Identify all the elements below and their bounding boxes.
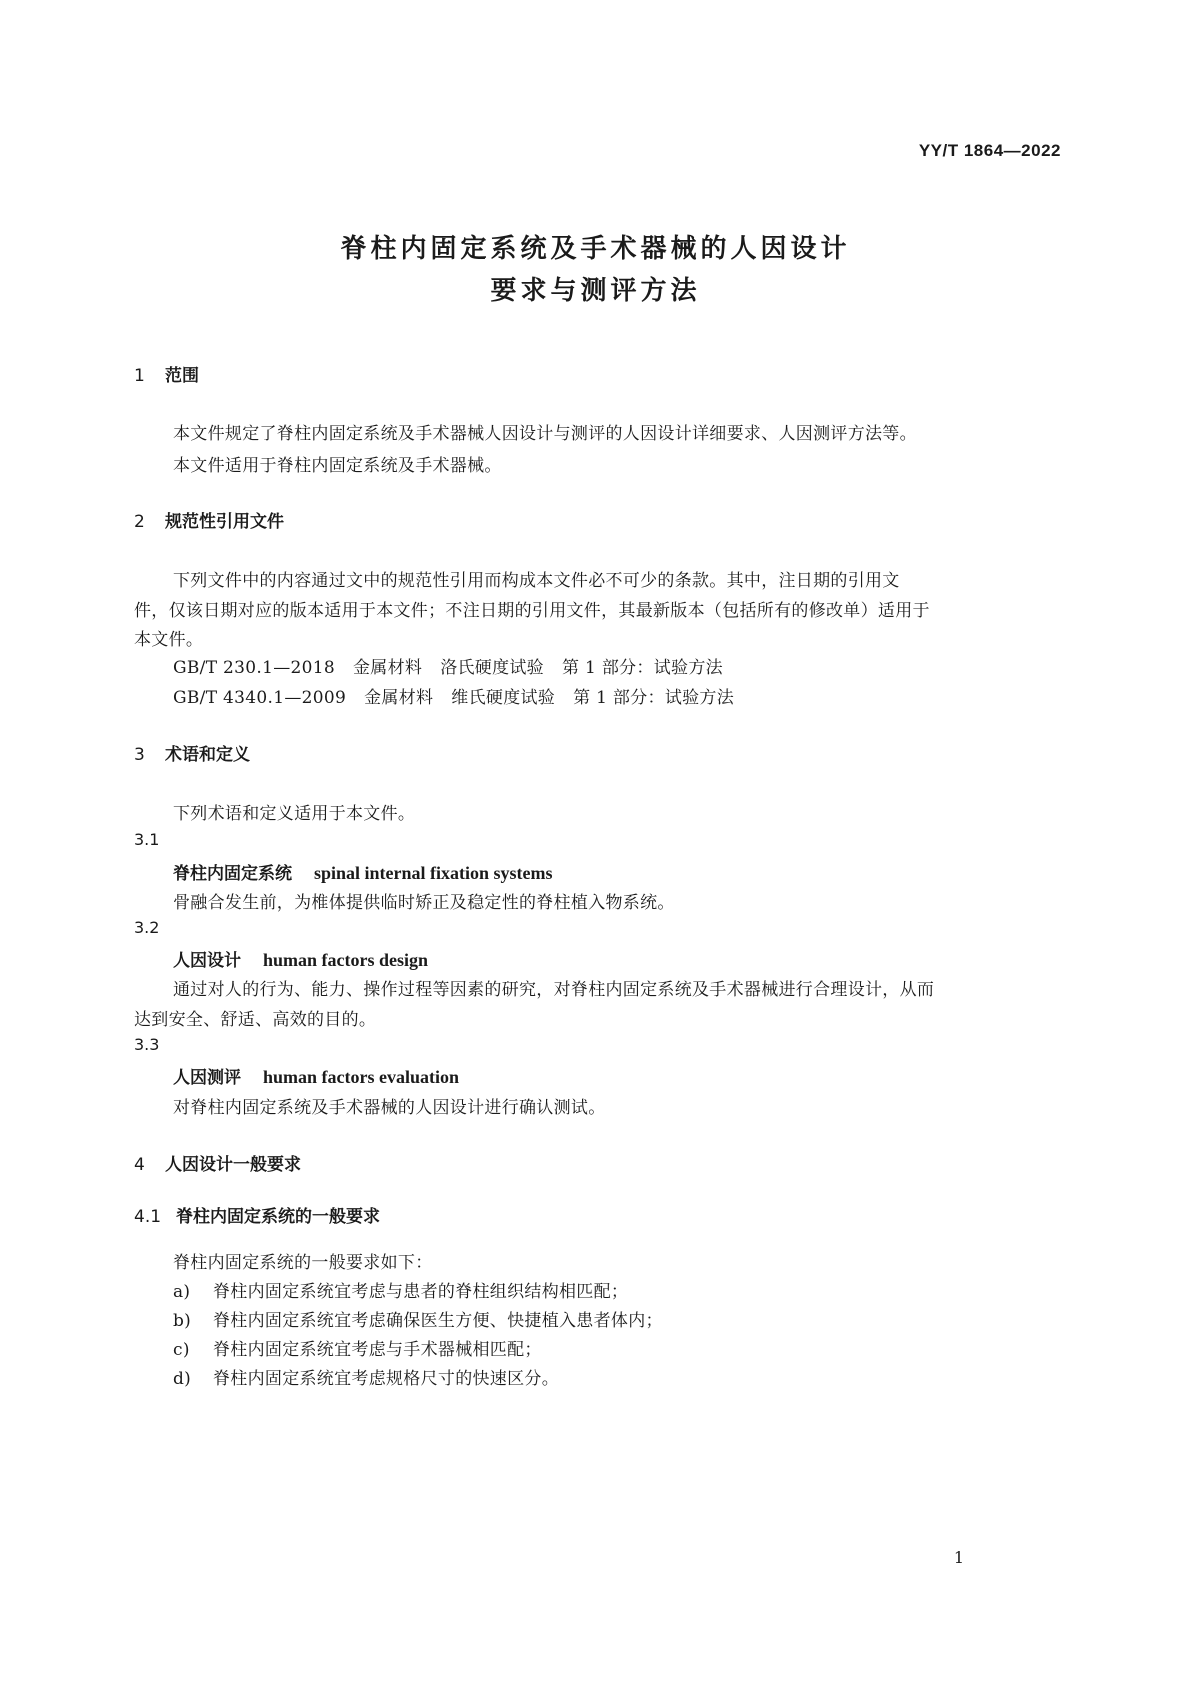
section-1-heading bbox=[134, 361, 199, 386]
reference-code: GB/T 4340.1—2009 bbox=[173, 688, 347, 708]
term-number: 3.2 bbox=[134, 918, 160, 937]
list-label: b) bbox=[173, 1311, 192, 1331]
list-item bbox=[173, 1364, 559, 1389]
list-item bbox=[173, 1335, 542, 1360]
section-4-heading bbox=[134, 1150, 301, 1175]
list-text: 脊柱内固定系统宜考虑确保医生方便、快捷植入患者体内； bbox=[213, 1311, 663, 1331]
section-number: 1 bbox=[134, 366, 145, 386]
reference-test: 维氏硬度试验 bbox=[451, 688, 556, 708]
reference-test: 洛氏硬度试验 bbox=[440, 658, 544, 678]
document-title-line-2: 要求与测评方法 bbox=[490, 276, 701, 306]
section-number: 4 bbox=[134, 1155, 145, 1175]
term-definition: 骨融合发生前，为椎体提供临时矫正及稳定性的脊柱植入物系统。 bbox=[173, 893, 675, 913]
reference-item bbox=[173, 683, 734, 708]
requirements-intro: 脊柱内固定系统的一般要求如下： bbox=[173, 1253, 433, 1273]
terms-intro: 下列术语和定义适用于本文件。 bbox=[173, 804, 416, 824]
term-heading bbox=[173, 1063, 459, 1088]
reference-code: GB/T 230.1—2018 bbox=[173, 658, 335, 678]
references-intro-line-2: 件，仅该日期对应的版本适用于本文件；不注日期的引用文件，其最新版本（包括所有的修改单）适用于 bbox=[134, 601, 930, 621]
section-3-heading bbox=[134, 740, 250, 765]
reference-part: 第 1 部分：试验方法 bbox=[562, 658, 723, 678]
list-label: a) bbox=[173, 1282, 191, 1302]
reference-part: 第 1 部分：试验方法 bbox=[573, 688, 735, 708]
references-intro-line-3: 本文件。 bbox=[134, 630, 204, 650]
term-definition: 对脊柱内固定系统及手术器械的人因设计进行确认测试。 bbox=[173, 1098, 606, 1118]
term-heading bbox=[173, 946, 428, 971]
term-number: 3.3 bbox=[134, 1035, 160, 1054]
list-label: c) bbox=[173, 1340, 190, 1360]
standard-number: YY/T 1864—2022 bbox=[918, 141, 1061, 160]
section-title: 术语和定义 bbox=[165, 745, 250, 765]
section-number: 2 bbox=[134, 512, 145, 532]
page-number: 1 bbox=[953, 1548, 964, 1567]
list-text: 脊柱内固定系统宜考虑规格尺寸的快速区分。 bbox=[213, 1369, 559, 1389]
references-intro-line-1: 下列文件中的内容通过文中的规范性引用而构成本文件必不可少的条款。其中，注日期的引用文 bbox=[173, 571, 900, 591]
reference-material: 金属材料 bbox=[364, 688, 434, 708]
section-title: 范围 bbox=[165, 366, 199, 386]
reference-material: 金属材料 bbox=[352, 658, 423, 678]
list-text: 脊柱内固定系统宜考虑与手术器械相匹配； bbox=[213, 1340, 542, 1360]
subsection-title: 脊柱内固定系统的一般要求 bbox=[176, 1207, 380, 1227]
subsection-number: 4.1 bbox=[134, 1207, 162, 1227]
list-item bbox=[173, 1277, 628, 1302]
term-en: human factors evaluation bbox=[263, 1067, 460, 1087]
term-zh: 人因测评 bbox=[173, 1068, 241, 1088]
list-item bbox=[173, 1306, 663, 1331]
subsection-4-1-heading bbox=[134, 1202, 380, 1227]
term-heading bbox=[173, 859, 553, 884]
term-definition: 通过对人的行为、能力、操作过程等因素的研究，对脊柱内固定系统及手术器械进行合理设计，从而 bbox=[173, 980, 935, 1000]
section-2-heading bbox=[134, 507, 284, 532]
list-text: 脊柱内固定系统宜考虑与患者的脊柱组织结构相匹配； bbox=[213, 1282, 629, 1302]
term-zh: 脊柱内固定系统 bbox=[173, 864, 292, 884]
reference-item bbox=[173, 653, 723, 678]
term-en: human factors design bbox=[263, 950, 429, 970]
section-title: 规范性引用文件 bbox=[165, 512, 284, 532]
document-title-line-1: 脊柱内固定系统及手术器械的人因设计 bbox=[340, 234, 851, 264]
scope-paragraph-2: 本文件适用于脊柱内固定系统及手术器械。 bbox=[173, 456, 502, 476]
scope-paragraph-1: 本文件规定了脊柱内固定系统及手术器械人因设计与测评的人因设计详细要求、人因测评方法等。 bbox=[173, 424, 917, 444]
term-zh: 人因设计 bbox=[173, 951, 241, 971]
list-label: d) bbox=[173, 1369, 192, 1389]
term-en: spinal internal fixation systems bbox=[314, 863, 553, 883]
term-definition-continued: 达到安全、舒适、高效的目的。 bbox=[134, 1010, 377, 1030]
section-number: 3 bbox=[134, 745, 145, 765]
term-number: 3.1 bbox=[134, 830, 160, 849]
section-title: 人因设计一般要求 bbox=[165, 1155, 301, 1175]
